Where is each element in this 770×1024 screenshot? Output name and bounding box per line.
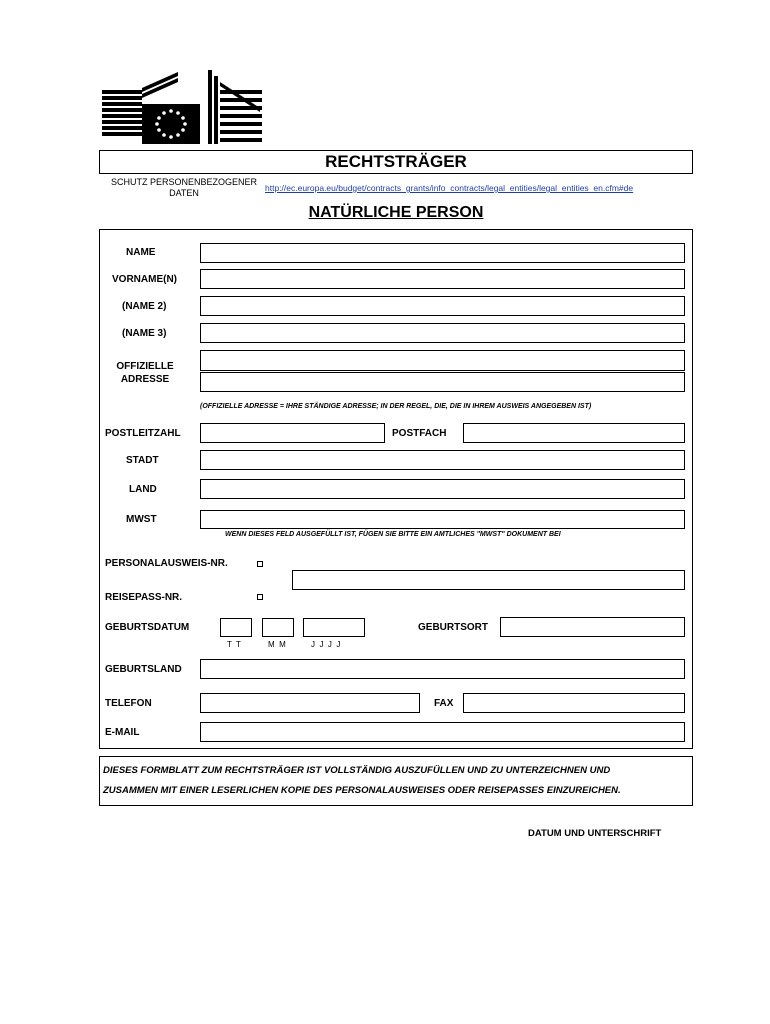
postleitzahl-field[interactable] bbox=[200, 423, 385, 443]
reisepass-label: REISEPASS-NR. bbox=[105, 592, 183, 603]
telefon-field[interactable] bbox=[200, 693, 420, 713]
privacy-label bbox=[104, 177, 264, 199]
personalausweis-label: PERSONALAUSWEIS-NR. bbox=[105, 558, 228, 569]
telefon-label: TELEFON bbox=[105, 698, 152, 709]
postfach-field[interactable] bbox=[463, 423, 685, 443]
page-subtitle: NATÜRLICHE PERSON bbox=[308, 204, 484, 221]
birth-year-field[interactable] bbox=[303, 618, 365, 637]
stadt-label: STADT bbox=[126, 455, 159, 466]
address-field-line1[interactable] bbox=[200, 350, 685, 371]
mwst-field[interactable] bbox=[200, 510, 685, 529]
name-label: NAME bbox=[126, 247, 156, 258]
address-note: (OFFIZIELLE ADRESSE = IHRE STÄNDIGE ADRESSE; IN DER REGEL, DIE, DIE IN IHREM AUSWEIS ANGEGEBEN IST) bbox=[200, 403, 592, 410]
name3-field[interactable] bbox=[200, 323, 685, 343]
name2-label: (NAME 2) bbox=[122, 301, 167, 312]
name-field[interactable] bbox=[200, 243, 685, 263]
instruction-line2: ZUSAMMEN MIT EINER LESERLICHEN KOPIE DES PERSONALAUSWEISES ODER REISEPASSES EINZUREICHEN. bbox=[103, 785, 621, 796]
birth-month-field[interactable] bbox=[262, 618, 294, 637]
postfach-label: POSTFACH bbox=[392, 428, 447, 439]
page-title: RECHTSTRÄGER bbox=[325, 152, 467, 171]
mwst-note: WENN DIESES FELD AUSGEFÜLLT IST, FÜGEN SIE BITTE EIN AMTLICHES "MWST" DOKUMENT BEI bbox=[225, 531, 561, 538]
vorname-label: VORNAME(N) bbox=[112, 274, 177, 285]
geburtsort-label: GEBURTSORT bbox=[418, 622, 488, 633]
privacy-label-line2: DATEN bbox=[169, 188, 199, 198]
geburtsdatum-label: GEBURTSDATUM bbox=[105, 622, 190, 633]
email-field[interactable] bbox=[200, 722, 685, 742]
fax-field[interactable] bbox=[463, 693, 685, 713]
birth-year-hint: J J J J bbox=[311, 640, 341, 649]
address-label-line2: ADRESSE bbox=[120, 374, 170, 385]
geburtsland-field[interactable] bbox=[200, 659, 685, 679]
land-label: LAND bbox=[129, 484, 157, 495]
address-label-line1: OFFIZIELLE bbox=[116, 361, 174, 372]
stadt-field[interactable] bbox=[200, 450, 685, 470]
fax-label: FAX bbox=[434, 698, 454, 709]
instruction-box bbox=[99, 756, 693, 806]
birth-day-hint: T T bbox=[227, 640, 241, 649]
privacy-label-line1: SCHUTZ PERSONENBEZOGENER bbox=[110, 177, 258, 187]
personalausweis-checkbox[interactable] bbox=[257, 561, 263, 567]
vorname-field[interactable] bbox=[200, 269, 685, 289]
privacy-link[interactable]: http://ec.europa.eu/budget/contracts_grants/info_contracts/legal_entities/legal_entities_en.cfm#de bbox=[265, 183, 634, 193]
postleitzahl-label: POSTLEITZAHL bbox=[105, 428, 181, 439]
instruction-line1: DIESES FORMBLATT ZUM RECHTSTRÄGER IST VOLLSTÄNDIG AUSZUFÜLLEN UND ZU UNTERZEICHNEN UND bbox=[103, 765, 611, 776]
email-label: E-MAIL bbox=[105, 727, 140, 738]
geburtsort-field[interactable] bbox=[500, 617, 685, 637]
birth-month-hint: M M bbox=[268, 640, 286, 649]
name3-label: (NAME 3) bbox=[122, 328, 167, 339]
land-field[interactable] bbox=[200, 479, 685, 499]
signature-label: DATUM UND UNTERSCHRIFT bbox=[528, 828, 662, 839]
id-number-field[interactable] bbox=[292, 570, 685, 590]
eu-commission-logo bbox=[100, 68, 270, 148]
reisepass-checkbox[interactable] bbox=[257, 594, 263, 600]
address-field-line2[interactable] bbox=[200, 372, 685, 392]
eu-logo-graphic bbox=[100, 68, 270, 148]
address-label bbox=[110, 360, 180, 386]
mwst-label: MWST bbox=[126, 514, 157, 525]
name2-field[interactable] bbox=[200, 296, 685, 316]
birth-day-field[interactable] bbox=[220, 618, 252, 637]
geburtsland-label: GEBURTSLAND bbox=[105, 664, 182, 675]
